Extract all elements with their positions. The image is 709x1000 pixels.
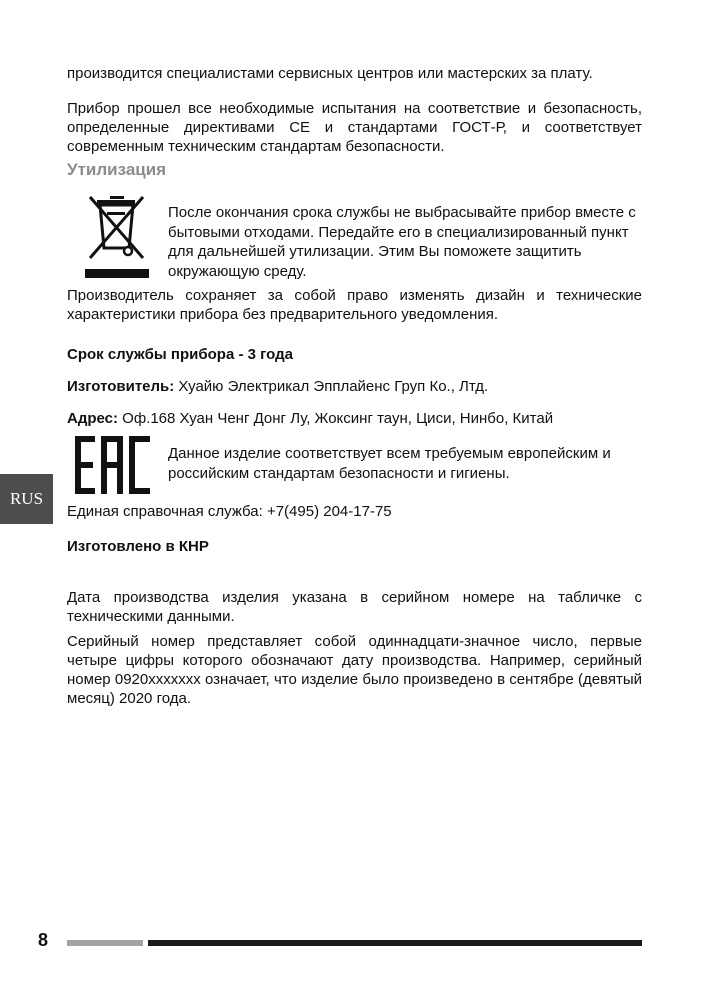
address-value: Оф.168 Хуан Ченг Донг Лу, Жоксинг таун, Циси, Нинбо, Китай bbox=[118, 410, 554, 427]
serial-number-paragraph: Серийный номер представляет собой одиннадцати-значное число, первые четыре цифры которого обозначают дату производства. Например, серийный номер 0920xxxxxxx означает, что изделие было произведено в сентябре (девятый месяц) 2020 года. bbox=[67, 633, 642, 707]
page-number: 8 bbox=[38, 930, 49, 950]
disposal-heading: Утилизация bbox=[67, 160, 167, 179]
language-tab-label: RUS bbox=[9, 489, 44, 508]
language-tab bbox=[0, 474, 53, 524]
weee-bin-icon bbox=[85, 194, 149, 280]
manufacturer-rights-paragraph: Производитель сохраняет за собой право изменять дизайн и технические характеристики прибора без предварительного уведомления. bbox=[67, 287, 642, 323]
production-date-paragraph: Дата производства изделия указана в серийном номере на табличке с техническими данными. bbox=[67, 589, 642, 625]
footer-bar-dark bbox=[148, 940, 642, 946]
eac-text: Данное изделие соответствует всем требуемым европейским и российским стандартам безопасности и гигиены. bbox=[168, 445, 611, 482]
service-paragraph: производится специалистами сервисных центров или мастерских за плату. bbox=[67, 65, 593, 82]
manufacturer-line bbox=[67, 377, 642, 396]
address-line bbox=[67, 409, 642, 428]
helpline-line: Единая справочная служба: +7(495) 204-17-75 bbox=[67, 503, 392, 520]
made-in-line: Изготовлено в КНР bbox=[67, 538, 209, 555]
eac-mark-icon bbox=[75, 436, 151, 494]
address-label: Адрес: bbox=[67, 410, 118, 427]
certification-paragraph: Прибор прошел все необходимые испытания на соответствие и безопасность, определенные директивами CE и стандартами ГОСТ-Р, и соответствует современным техническим стандартам безопасности. bbox=[67, 100, 642, 155]
footer-bar-light bbox=[67, 940, 143, 946]
manufacturer-label: Изготовитель: bbox=[67, 378, 175, 395]
manufacturer-value: Хуайю Электрикал Эпплайенс Груп Ко., Лтд. bbox=[174, 378, 489, 395]
service-life-line: Срок службы прибора - 3 года bbox=[67, 346, 294, 363]
disposal-text: После окончания срока службы не выбрасывайте прибор вместе с бытовыми отходами. Передайте его в специализированный пункт для дальнейшей утилизации. Этим Вы поможете защитить окружающую среду. bbox=[168, 204, 636, 280]
